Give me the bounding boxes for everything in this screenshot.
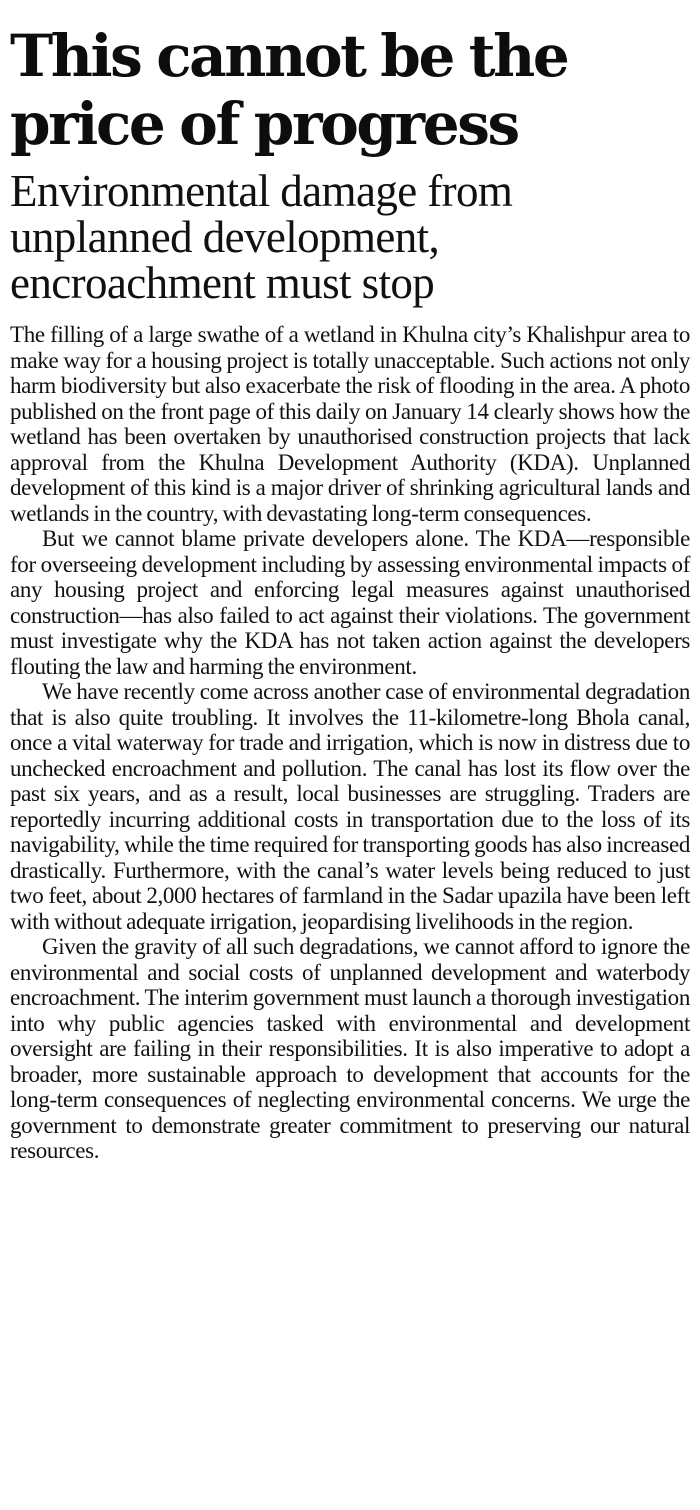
body-paragraph-2: But we cannot blame private developers alone. The KDA—responsible for overseeing development including by assessing environmental impacts of any housing project and enforcing legal measures against unauthorised construction—has also failed to act against their violations. The government must investigate why the KDA has not taken action against the developers flouting the law and harming the environment. bbox=[10, 526, 690, 679]
body-paragraph-1: The filling of a large swathe of a wetland in Khulna city’s Khalishpur area to make way for a housing project is totally unacceptable. Such actions not only harm biodiversity but also exacerbate the risk of flooding in the area. A photo published on the front page of this daily on January 14 clearly shows how the wetland has been overtaken by unauthorised construction projects that lack approval from the Khulna Development Authority (KDA). Unplanned development of this kind is a major driver of shrinking agricultural lands and wetlands in the country, with devastating long-term consequences. bbox=[10, 322, 690, 526]
body-paragraph-4: Given the gravity of all such degradations, we cannot afford to ignore the environmental and social costs of unplanned development and waterbody encroachment. The interim government must launch a thorough investigation into why public agencies tasked with environmental and development oversight are failing in their responsibilities. It is also imperative to adopt a broader, more sustainable approach to development that accounts for the long-term consequences of neglecting environmental concerns. We urge the government to demonstrate greater commitment to preserving our natural resources. bbox=[10, 934, 690, 1163]
article-body bbox=[10, 322, 690, 1164]
body-paragraph-3: We have recently come across another case of environmental degradation that is also quite troubling. It involves the 11-kilometre-long Bhola canal, once a vital waterway for trade and irrigation, which is now in distress due to unchecked encroachment and pollution. The canal has lost its flow over the past six years, and as a result, local businesses are struggling. Traders are reportedly incurring additional costs in transportation due to the loss of its navigability, while the time required for transporting goods has also increased drastically. Furthermore, with the canal’s water levels being reduced to just two feet, about 2,000 hectares of farmland in the Sadar upazila have been left with without adequate irrigation, jeopardising livelihoods in the region. bbox=[10, 679, 690, 934]
headline: This cannot be the price of progress bbox=[10, 22, 568, 158]
editorial-article bbox=[10, 0, 690, 1164]
subheadline: Environmental damage from unplanned development, encroachment must stop bbox=[10, 166, 513, 308]
